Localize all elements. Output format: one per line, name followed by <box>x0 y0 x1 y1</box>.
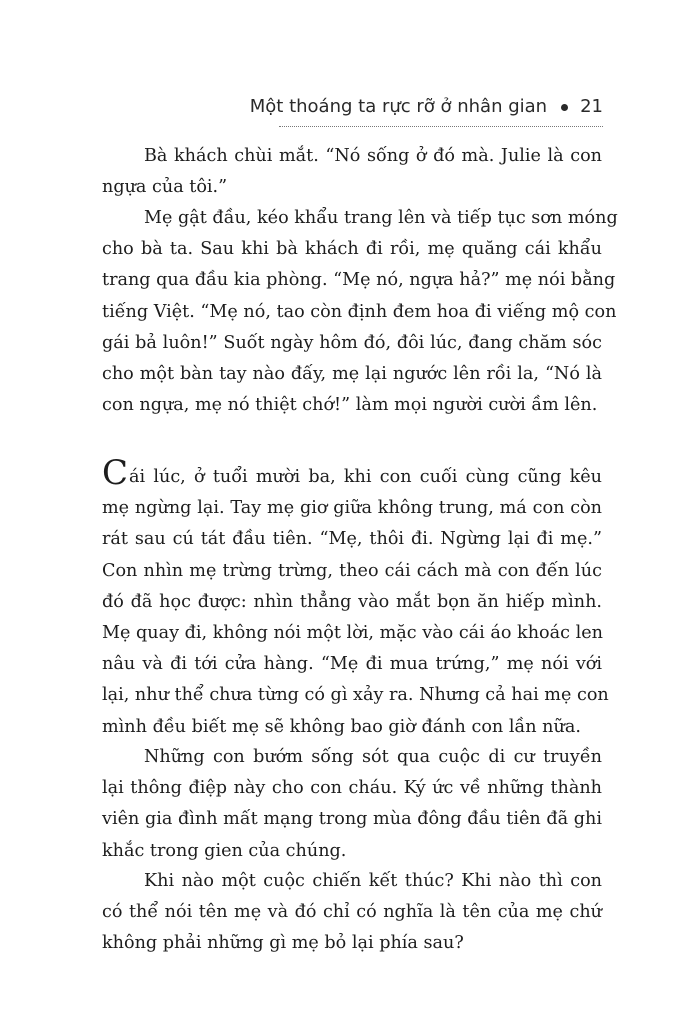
text-line: con ngựa, mẹ nó thiệt chớ!” làm mọi người cười ầm lên. <box>102 395 598 416</box>
text-line: trang qua đầu kia phòng. “Mẹ nó, ngựa hả?” mẹ nói bằng <box>102 270 616 291</box>
paragraph-5 <box>102 866 602 960</box>
text-line: mẹ ngừng lại. Tay mẹ giơ giữa không trung, má con còn <box>102 498 602 519</box>
text-line: Con nhìn mẹ trừng trừng, theo cái cách mà con đến lúc <box>102 560 602 581</box>
paragraph-1 <box>102 141 602 203</box>
text-line: cho một bàn tay nào đấy, mẹ lại ngước lên rồi la, “Nó là <box>102 363 602 384</box>
text-line: Khi nào một cuộc chiến kết thúc? Khi nào thì con <box>144 871 602 891</box>
text-line: Mẹ gật đầu, kéo khẩu trang lên và tiếp tục sơn móng <box>144 208 618 228</box>
text-line: Mẹ quay đi, không nói một lời, mặc vào cái áo khoác len <box>102 622 603 643</box>
paragraph-4 <box>102 742 602 867</box>
paragraph-3 <box>102 453 609 743</box>
text-line: Bà khách chùi mắt. “Nó sống ở đó mà. Julie là con <box>144 146 602 166</box>
text-line: Những con bướm sống sót qua cuộc di cư truyền <box>144 747 602 767</box>
text-line: không phải những gì mẹ bỏ lại phía sau? <box>102 933 464 954</box>
text-line: khắc trong gien của chúng. <box>102 840 347 861</box>
chapter-title: Một thoáng ta rực rỡ ở nhân gian <box>249 96 548 117</box>
text-line: lại, như thể chưa từng có gì xảy ra. Nhưng cả hai mẹ con <box>102 685 609 706</box>
paragraph-2 <box>102 203 618 421</box>
text-line: mình đều biết mẹ sẽ không bao giờ đánh con lần nữa. <box>102 716 581 737</box>
text-line: gái bả luôn!” Suốt ngày hôm đó, đôi lúc, đang chăm sóc <box>102 332 602 353</box>
text-line: đó đã học được: nhìn thẳng vào mắt bọn ăn hiếp mình. <box>102 591 602 612</box>
drop-cap: C <box>102 453 129 493</box>
text-line: nâu và đi tới cửa hàng. “Mẹ đi mua trứng,” mẹ nói với <box>102 654 602 675</box>
text-line: tiếng Việt. “Mẹ nó, tao còn định đem hoa đi viếng mộ con <box>102 301 617 322</box>
first-line-rest: ái lúc, ở tuổi mười ba, khi con cuối cùng cũng kêu <box>129 467 602 487</box>
header-dotted-rule <box>279 126 603 127</box>
text-line: viên gia đình mất mạng trong mùa đông đầu tiên đã ghi <box>102 809 602 830</box>
text-line: có thể nói tên mẹ và đó chỉ có nghĩa là tên của mẹ chứ <box>102 902 602 923</box>
text-line: lại thông điệp này cho con cháu. Ký ức về những thành <box>102 778 602 799</box>
text-line: ngựa của tôi.” <box>102 177 228 198</box>
bullet-icon <box>561 104 568 111</box>
text-line: rát sau cú tát đầu tiên. “Mẹ, thôi đi. Ngừng lại đi mẹ.” <box>102 529 602 550</box>
text-line: cho bà ta. Sau khi bà khách đi rồi, mẹ quăng cái khẩu <box>102 239 602 260</box>
text-line <box>102 453 602 493</box>
running-header <box>250 96 603 117</box>
page-number: 21 <box>580 96 603 117</box>
